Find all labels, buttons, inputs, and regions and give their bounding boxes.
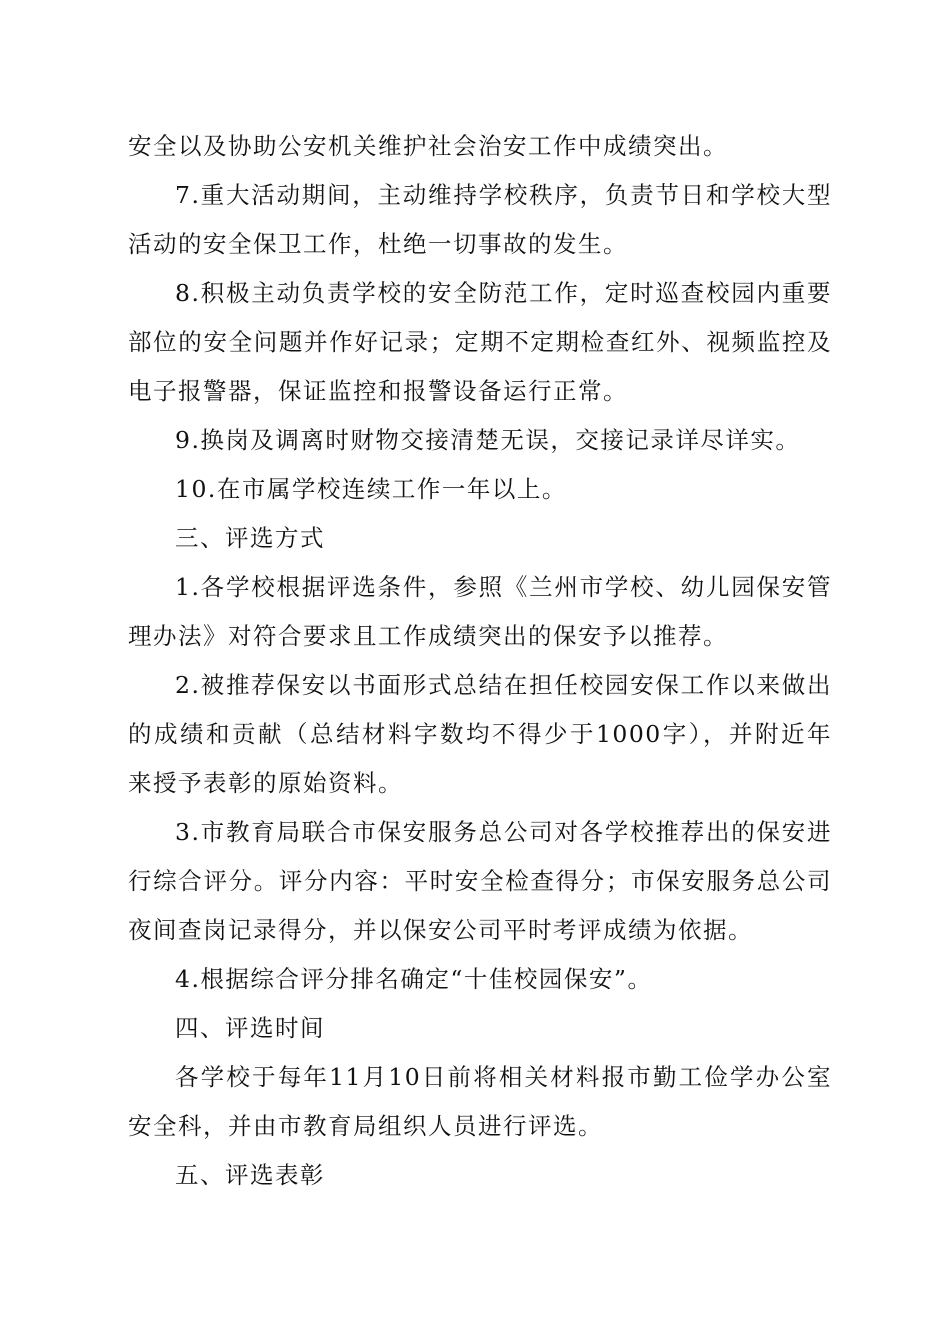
paragraph-item-8: 8.积极主动负责学校的安全防范工作，定时巡查校园内重要部位的安全问题并作好记录；定期不定期检查红外、视频监控及电子报警器，保证监控和报警设备运行正常。 [128,279,832,405]
document-body [128,122,832,1200]
paragraph-method-1: 1.各学校根据评选条件，参照《兰州市学校、幼儿园保安管理办法》对符合要求且工作成绩突出的保安予以推荐。 [128,573,832,650]
paragraph-time: 各学校于每年11月10日前将相关材料报市勤工俭学办公室安全科，并由市教育局组织人员进行评选。 [128,1063,832,1140]
paragraph-method-3: 3.市教育局联合市保安服务总公司对各学校推荐出的保安进行综合评分。评分内容：平时安全检查得分；市保安服务总公司夜间查岗记录得分，并以保安公司平时考评成绩为依据。 [128,818,832,944]
paragraph-item-10: 10.在市属学校连续工作一年以上。 [175,475,567,503]
paragraph-method-4: 4.根据综合评分排名确定“十佳校园保安”。 [175,965,653,993]
paragraph-continuation: 安全以及协助公安机关维护社会治安工作中成绩突出。 [128,132,728,160]
paragraph-item-9: 9.换岗及调离时财物交接清楚无误，交接记录详尽详实。 [175,426,801,454]
section-heading-5: 五、评选表彰 [175,1161,325,1189]
paragraph-method-2: 2.被推荐保安以书面形式总结在担任校园安保工作以来做出的成绩和贡献（总结材料字数均不得少于1000字），并附近年来授予表彰的原始资料。 [128,671,832,797]
section-heading-3: 三、评选方式 [175,524,325,552]
paragraph-item-7: 7.重大活动期间，主动维持学校秩序，负责节日和学校大型活动的安全保卫工作，杜绝一切事故的发生。 [128,181,832,258]
section-heading-4: 四、评选时间 [175,1014,325,1042]
